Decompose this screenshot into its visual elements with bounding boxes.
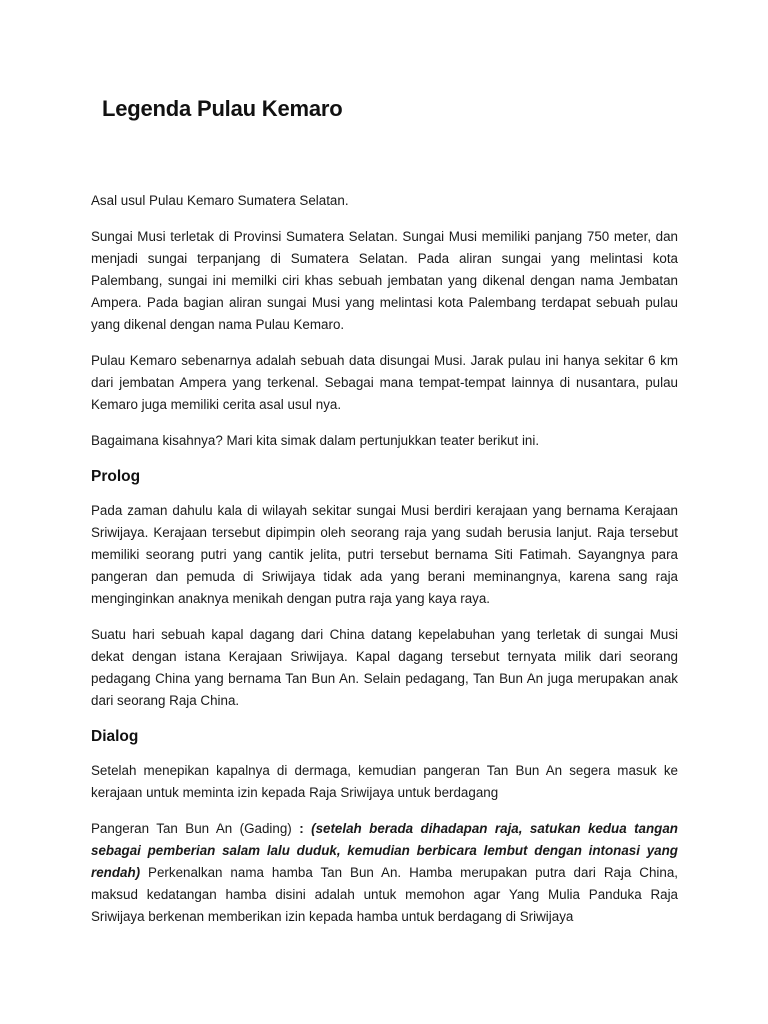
intro-paragraph: Pulau Kemaro sebenarnya adalah sebuah data disungai Musi. Jarak pulau ini hanya sekitar 6 km dari jembatan Ampera yang terkenal. Sebagai mana tempat-tempat lainnya di nusantara, pulau Kemaro juga memiliki cerita asal usul nya. (91, 353, 678, 412)
dialog-speech: Perkenalkan nama hamba Tan Bun An. Hamba merupakan putra dari Raja China, maksud kedatangan hamba disini adalah untuk memohon agar Yang Mulia Panduka Raja Sriwijaya berkenan memberikan izin kepada hamba untuk berdagang di Sriwijaya (91, 865, 678, 924)
dialog-line (91, 818, 678, 928)
intro-paragraph: Sungai Musi terletak di Provinsi Sumatera Selatan. Sungai Musi memiliki panjang 750 meter, dan menjadi sungai terpanjang di Sumatera Selatan. Pada aliran sungai yang melintasi kota Palembang, sungai ini memilki ciri khas sebuah jembatan yang dikenal dengan nama Jembatan Ampera. Pada bagian aliran sungai Musi yang melintasi kota Palembang terdapat sebuah pulau yang dikenal dengan nama Pulau Kemaro. (91, 229, 678, 332)
dialog-colon: : (299, 821, 304, 836)
intro-subtitle: Asal usul Pulau Kemaro Sumatera Selatan. (91, 193, 349, 208)
document-body (91, 190, 678, 942)
prolog-paragraph: Suatu hari sebuah kapal dagang dari China datang kepelabuhan yang terletak di sungai Musi dekat dengan istana Kerajaan Sriwijaya. Kapal dagang tersebut ternyata milik dari seorang pedagang China yang bernama Tan Bun An. Selain pedagang, Tan Bun An juga merupakan anak dari seorang Raja China. (91, 627, 678, 708)
prolog-heading: Prolog (91, 468, 141, 485)
dialog-speaker: Pangeran Tan Bun An (Gading) (91, 821, 300, 836)
dialog-heading: Dialog (91, 728, 139, 745)
stage-direction: (setelah berada dihadapan raja, satukan kedua tangan sebagai pemberian salam lalu duduk, kemudian berbicara lembut dengan intonasi yang rendah) (91, 821, 678, 880)
document-title: Legenda Pulau Kemaro (102, 96, 343, 121)
prolog-paragraph: Pada zaman dahulu kala di wilayah sekitar sungai Musi berdiri kerajaan yang bernama Kerajaan Sriwijaya. Kerajaan tersebut dipimpin oleh seorang raja yang sudah berusia lanjut. Raja tersebut memiliki seorang putri yang cantik jelita, putri tersebut bernama Siti Fatimah. Sayangnya para pangeran dan pemuda di Sriwijaya tidak ada yang berani meminangnya, karena sang raja menginginkan anaknya menikah dengan putra raja yang kaya raya. (91, 503, 678, 606)
intro-paragraph: Bagaimana kisahnya? Mari kita simak dalam pertunjukkan teater berikut ini. (91, 433, 540, 448)
dialog-paragraph: Setelah menepikan kapalnya di dermaga, kemudian pangeran Tan Bun An segera masuk ke kerajaan untuk meminta izin kepada Raja Sriwijaya untuk berdagang (91, 763, 678, 800)
